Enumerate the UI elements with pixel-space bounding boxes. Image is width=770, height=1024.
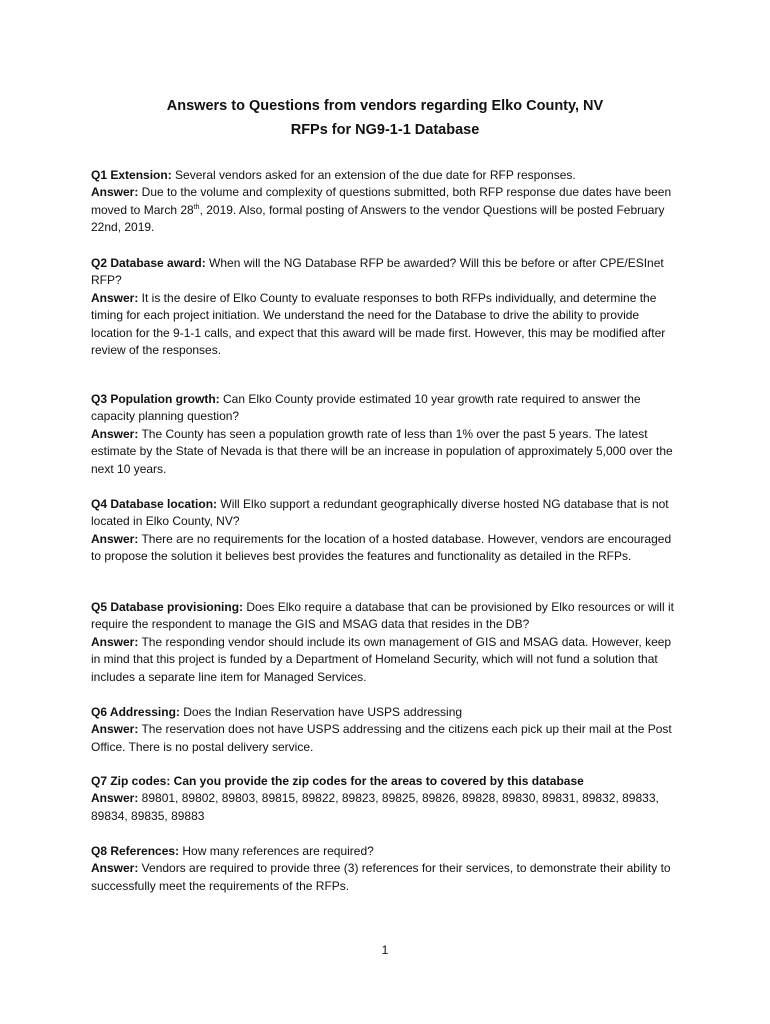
answer-label: Answer: xyxy=(91,426,139,441)
answer-label: Answer: xyxy=(91,791,139,806)
answer-text: The responding vendor should include its own management of GIS and MSAG data. However, keep in mind that this project is funded by a Department of Homeland Security, which will not fund a solution that includes a separate line item for Managed Services. xyxy=(91,634,672,684)
answer-text: Vendors are required to provide three (3) references for their services, to demonstrate their ability to successfully meet the requirements of the RFPs. xyxy=(91,861,671,893)
qa-block-q2 xyxy=(91,255,683,359)
answer-label: Answer: xyxy=(91,290,139,305)
question-text: When will the NG Database RFP be awarded? Will this be before or after CPE/ESInet RFP? xyxy=(91,256,664,288)
answer-label: Answer: xyxy=(91,531,139,546)
question-label: Q2 Database award: xyxy=(91,256,206,270)
question-text: How many references are required? xyxy=(179,844,374,858)
question-label: Q4 Database location: xyxy=(91,497,218,511)
answer-text: It is the desire of Elko County to evaluate responses to both RFPs individually, and determine the timing for each project initiation. We understand the need for the Database to drive the ability to provide location for the 9-1-1 calls, and expect that this award will be made first. However, this may be modified after review of the responses. xyxy=(91,290,666,358)
answer-label: Answer: xyxy=(91,722,139,737)
question-label: Q7 Zip codes: Can you provide the zip codes for the areas to covered by this database xyxy=(91,774,584,788)
question-label: Q8 References: xyxy=(91,844,180,858)
qa-block-q6 xyxy=(91,704,683,756)
answer-label: Answer: xyxy=(91,861,139,876)
qa-block-q5 xyxy=(91,599,683,686)
question-text: Will Elko support a redundant geographically diverse hosted NG database that is not located in Elko County, NV? xyxy=(91,497,669,529)
document-title-line-2: RFPs for NG9-1-1 Database xyxy=(290,122,480,138)
question-text: Several vendors asked for an extension of the due date for RFP responses. xyxy=(171,168,576,182)
answer-text: Due to the volume and complexity of questions submitted, both RFP response due dates have been moved to March 28 xyxy=(91,185,672,217)
question-label: Q5 Database provisioning: xyxy=(91,600,244,614)
question-text: Does the Indian Reservation have USPS addressing xyxy=(179,705,463,719)
answer-text: 89801, 89802, 89803, 89815, 89822, 89823, 89825, 89826, 89828, 89830, 89831, 89832, 89833, 89834, 89835, 89883 xyxy=(91,791,659,823)
qa-block-q1 xyxy=(91,167,683,237)
answer-text: The reservation does not have USPS addressing and the citizens each pick up their mail at the Post Office. There is no postal delivery service. xyxy=(91,722,672,754)
question-label: Q3 Population growth: xyxy=(91,392,220,406)
qa-block-q7 xyxy=(91,773,683,825)
document-title-line-1: Answers to Questions from vendors regarding Elko County, NV xyxy=(166,98,604,114)
answer-text: There are no requirements for the location of a hosted database. However, vendors are encouraged to propose the solution it believes best provides the features and functionality as detailed in the RFPs. xyxy=(91,531,672,564)
question-label: Q6 Addressing: xyxy=(91,705,180,719)
answer-text: The County has seen a population growth rate of less than 1% over the past 5 years. The latest estimate by the State of Nevada is that there will be an increase in population of approximately 5,000 over the next 10 years. xyxy=(91,426,673,476)
answer-label: Answer: xyxy=(91,634,139,649)
question-text: Can Elko County provide estimated 10 year growth rate required to answer the capacity planning question? xyxy=(91,392,641,424)
question-label: Q1 Extension: xyxy=(91,168,172,182)
ordinal-suffix: th xyxy=(193,203,200,211)
page-number: 1 xyxy=(381,943,389,957)
qa-block-q3 xyxy=(91,391,683,478)
answer-label: Answer: xyxy=(91,185,139,200)
qa-block-q8 xyxy=(91,843,683,895)
qa-block-q4 xyxy=(91,496,683,566)
answer-text-cont: , 2019. Also, formal posting of Answers to the vendor Questions will be posted February 22nd, 2019. xyxy=(91,202,665,235)
question-text: Does Elko require a database that can be provisioned by Elko resources or will it require the respondent to manage the GIS and MSAG data that resides in the DB? xyxy=(91,600,674,632)
